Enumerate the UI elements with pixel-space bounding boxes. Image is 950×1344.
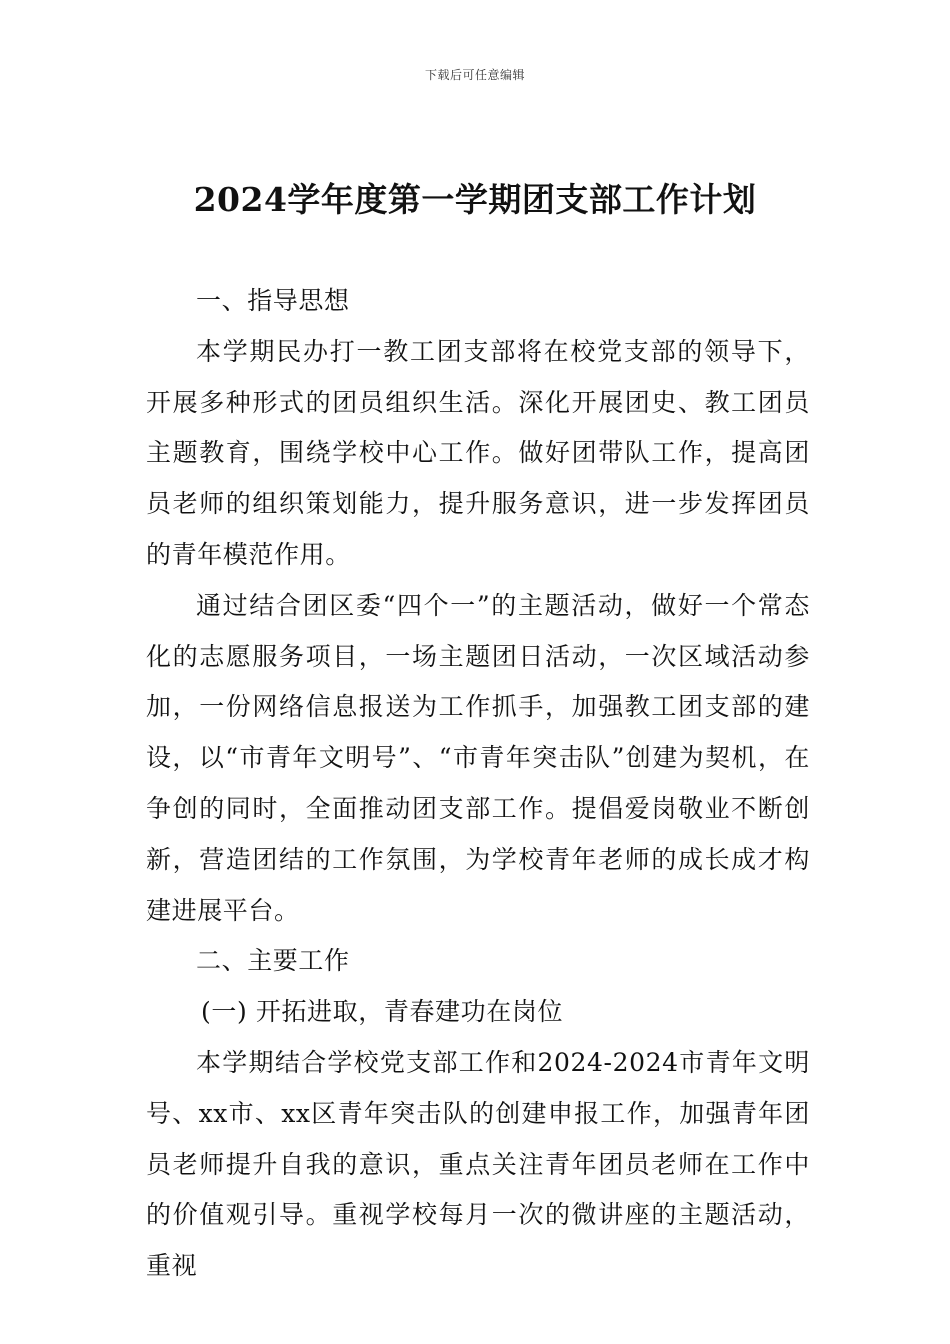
paragraph-2: 通过结合团区委“四个一”的主题活动，做好一个常态化的志愿服务项目，一场主题团日活动，一次区域活动参加，一份网络信息报送为工作抓手，加强教工团支部的建设，以“市青年文明号”、“市青年突击队”创建为契机，在争创的同时，全面推动团支部工作。提倡爱岗敬业不断创新，营造团结的工作氛围，为学校青年老师的成长成才构建进展平台。 xyxy=(146,590,810,925)
document-title: 2024学年度第一学期团支部工作计划 xyxy=(193,180,757,219)
section-heading-main-work: 二、主要工作 xyxy=(196,946,350,976)
paragraph-3: 本学期结合学校党支部工作和2024-2024市青年文明号、xx市、xx区青年突击队的创建申报工作，加强青年团员老师提升自我的意识，重点关注青年团员老师在工作中的价值观引导。重视学校每月一次的微讲座的主题活动，重视 xyxy=(146,1047,810,1281)
section-heading-guiding-ideology: 一、指导思想 xyxy=(196,286,350,315)
document-body xyxy=(146,276,810,1292)
subsection-heading-1: (一) 开拓进取，青春建功在岗位 xyxy=(201,997,564,1027)
paragraph-1: 本学期民办打一教工团支部将在校党支部的领导下，开展多种形式的团员组织生活。深化开展团史、教工团员主题教育，围绕学校中心工作。做好团带队工作，提高团员老师的组织策划能力，提升服务意识，进一步发挥团员的青年模范作用。 xyxy=(146,336,810,569)
header-note: 下载后可任意编辑 xyxy=(424,68,525,82)
